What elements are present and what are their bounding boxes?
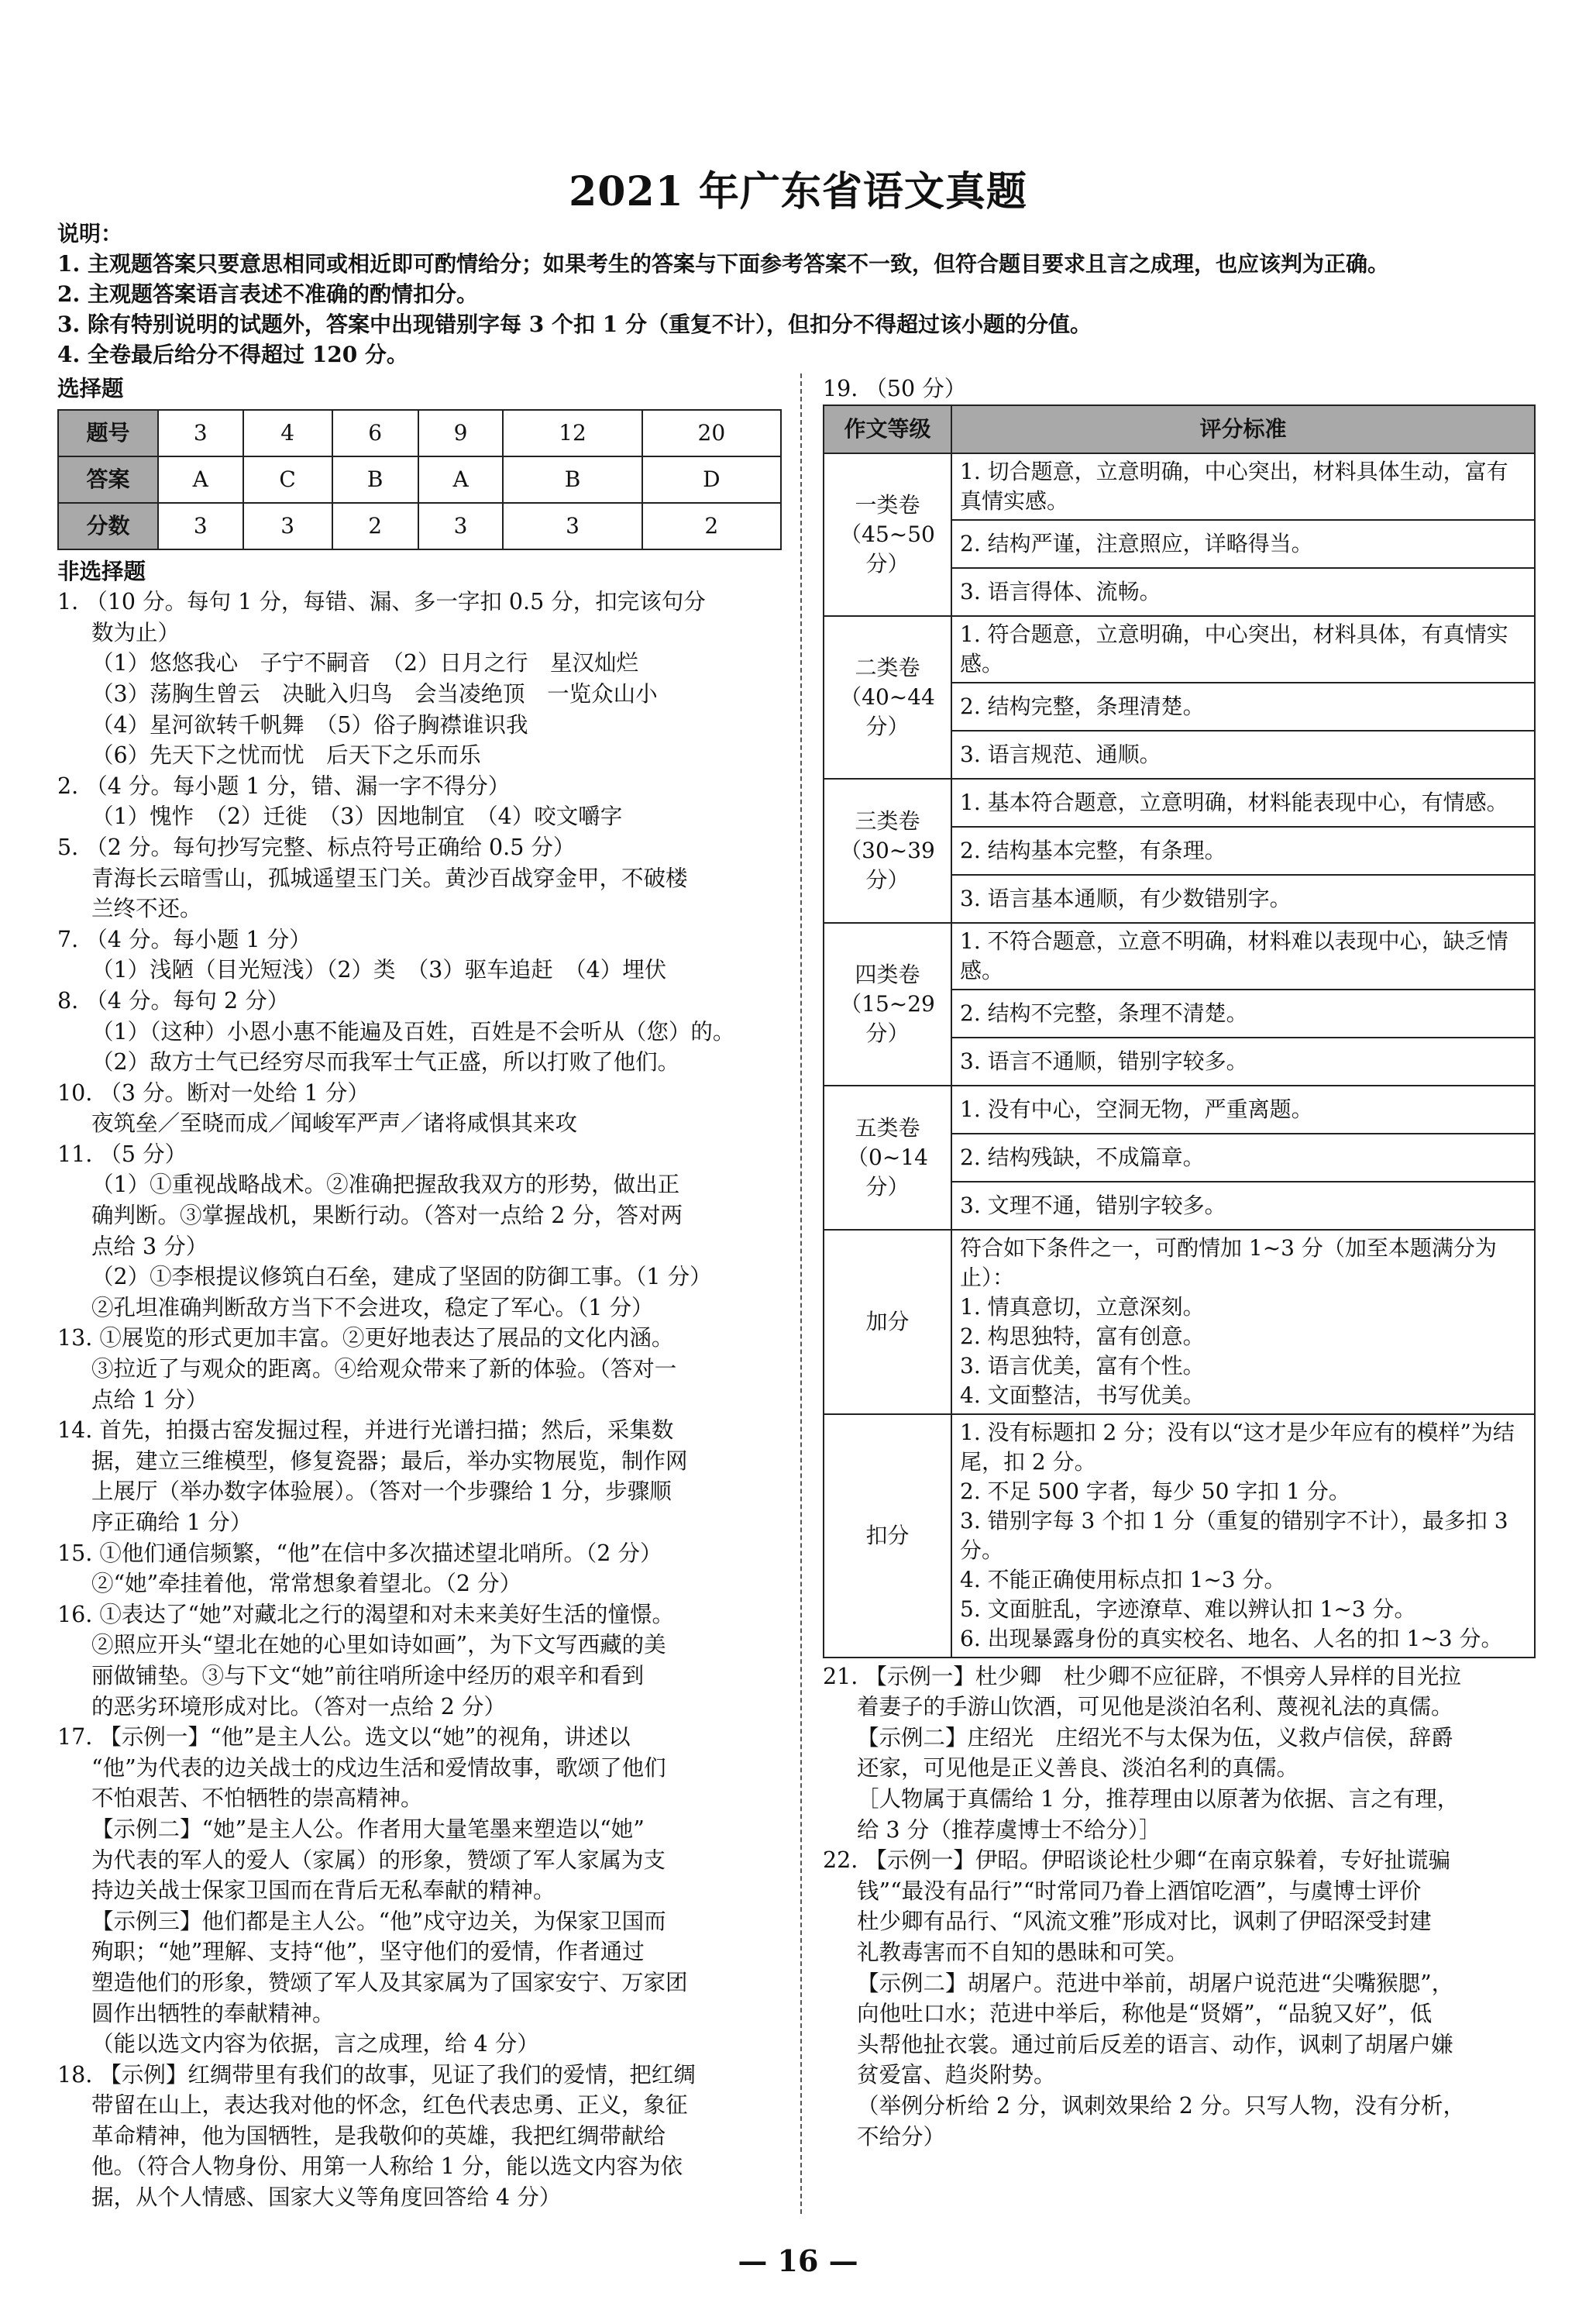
answer-line: 丽做铺垫。③与下文“她”前往哨所途中经历的艰辛和看到 bbox=[91, 1662, 645, 1689]
grade-name: 三类卷 bbox=[855, 807, 920, 834]
answer-line: 16. ①表达了“她”对藏北之行的渴望和对未来美好生活的憧憬。 bbox=[57, 1601, 675, 1627]
criteria-cell: 1. 基本符合题意，立意明确，材料能表现中心，有情感。 bbox=[951, 779, 1535, 827]
note-item: 2. 主观题答案语言表述不准确的酌情扣分。 bbox=[57, 281, 478, 307]
reading-answers bbox=[823, 1661, 1543, 2153]
notes-section bbox=[57, 219, 1553, 370]
answer-line: 1. （10 分。每句 1 分，每错、漏、多一字扣 0.5 分，扣完该句分 bbox=[57, 589, 706, 615]
grade-name: 五类卷 bbox=[855, 1114, 920, 1141]
right-column bbox=[823, 374, 1543, 2152]
table-cell: 6 bbox=[332, 410, 418, 456]
criteria-cell: 2. 结构完整，条理清楚。 bbox=[951, 683, 1535, 731]
answer-line: 夜筑垒／至晓而成／闻峻军严声／诸将咸惧其来攻 bbox=[91, 1110, 578, 1137]
grade-range: （30~39 分） bbox=[840, 837, 935, 893]
answer-line: ②“她”牵挂着他，常常想象着望北。（2 分） bbox=[91, 1571, 522, 1597]
criteria-cell: 3. 语言不通顺，错别字较多。 bbox=[951, 1038, 1535, 1086]
answer-line: 还家，可见他是正义善良、淡泊名利的真儒。 bbox=[857, 1755, 1299, 1781]
bonus-item: 1. 情真意切，立意深刻。 bbox=[960, 1293, 1205, 1320]
deduct-item: 3. 错别字每 3 个扣 1 分（重复的错别字不计），最多扣 3 分。 bbox=[960, 1507, 1508, 1563]
answer-line: 给 3 分（推荐虞博士不给分）］ bbox=[857, 1816, 1161, 1843]
answer-line: 礼教毒害而不自知的愚昧和可笑。 bbox=[857, 1939, 1188, 1965]
table-cell: 4 bbox=[243, 410, 332, 456]
criteria-cell: 2. 结构严谨，注意照应，详略得当。 bbox=[951, 520, 1535, 568]
criteria-cell: 2. 结构残缺，不成篇章。 bbox=[951, 1134, 1535, 1182]
answer-line: （1）①重视战略战术。②准确把握敌我双方的形势，做出正 bbox=[91, 1172, 680, 1198]
criteria-cell: 3. 语言基本通顺，有少数错别字。 bbox=[951, 875, 1535, 923]
criteria-cell: 3. 语言得体、流畅。 bbox=[951, 568, 1535, 616]
table-cell: 12 bbox=[503, 410, 641, 456]
criteria-cell: 1. 没有中心，空洞无物，严重离题。 bbox=[951, 1086, 1535, 1134]
answer-line: 【示例二】胡屠户。范进中举前，胡屠户说范进“尖嘴猴腮”， bbox=[857, 1970, 1454, 1996]
table-cell: B bbox=[503, 456, 641, 503]
table-row bbox=[824, 453, 1535, 520]
answer-line: 序正确给 1 分） bbox=[91, 1510, 253, 1535]
criteria-cell: 2. 结构基本完整，有条理。 bbox=[951, 827, 1535, 875]
criteria-cell: 1. 不符合题意，立意不明确，材料难以表现中心，缺乏情感。 bbox=[951, 923, 1535, 990]
answer-line: 不怕艰苦、不怕牺牲的崇高精神。 bbox=[91, 1785, 423, 1812]
table-cell: 2 bbox=[332, 503, 418, 549]
deduct-item: 6. 出现暴露身份的真实校名、地名、人名的扣 1~3 分。 bbox=[960, 1625, 1503, 1651]
grade-cell bbox=[824, 616, 951, 779]
answer-line: 贫爱富、趋炎附势。 bbox=[857, 2062, 1056, 2088]
answer-line: 2. （4 分。每小题 1 分，错、漏一字不得分） bbox=[57, 773, 511, 799]
answer-line: 18. 【示例】红绸带里有我们的故事，见证了我们的爱情，把红绸 bbox=[57, 2061, 696, 2088]
grade-cell bbox=[824, 779, 951, 923]
nonchoice-heading: 非选择题 bbox=[57, 557, 146, 584]
essay-grading-table bbox=[823, 404, 1536, 1658]
table-row bbox=[824, 1086, 1535, 1134]
choice-answer-table bbox=[57, 409, 782, 550]
answer-line: 着妻子的手游山饮酒，可见他是淡泊名利、蔑视礼法的真儒。 bbox=[857, 1694, 1453, 1720]
answer-line: 17. 【示例一】“他”是主人公。选文以“她”的视角，讲述以 bbox=[57, 1724, 631, 1750]
answer-line: （3）荡胸生曾云 决眦入归鸟 会当凌绝顶 一览众山小 bbox=[91, 680, 658, 707]
note-item: 3. 除有特别说明的试题外，答案中出现错别字每 3 个扣 1 分（重复不计），但扣分不得超过该小题的分值。 bbox=[57, 312, 1092, 337]
answer-line: 据，从个人情感、国家大义等角度回答给 4 分） bbox=[91, 2184, 562, 2211]
deduct-item: 5. 文面脏乱，字迹潦草、难以辨认扣 1~3 分。 bbox=[960, 1596, 1416, 1622]
answer-line: 据，建立三维模型，修复瓷器；最后，举办实物展览，制作网 bbox=[91, 1448, 688, 1474]
table-row bbox=[824, 1230, 1535, 1414]
answer-line: 革命精神，他为国牺牲，是我敬仰的英雄，我把红绸带献给 bbox=[91, 2122, 666, 2149]
answer-line: （2）①李根提议修筑白石垒，建成了坚固的防御工事。（1 分） bbox=[91, 1264, 712, 1290]
grade-name: 四类卷 bbox=[855, 961, 920, 987]
table-row bbox=[824, 923, 1535, 990]
answer-line: 为代表的军人的爱人（家属）的形象，赞颂了军人家属为支 bbox=[91, 1847, 666, 1873]
answer-line: 钱”“最没有品行”“时常同乃眷上酒馆吃酒”，与虞博士评价 bbox=[857, 1878, 1422, 1904]
table-cell: A bbox=[418, 456, 504, 503]
bonus-criteria bbox=[951, 1230, 1535, 1414]
answer-line: （能以选文内容为依据，言之成理，给 4 分） bbox=[91, 2031, 539, 2057]
table-cell: D bbox=[642, 456, 781, 503]
grade-cell bbox=[824, 1086, 951, 1230]
deduct-item: 4. 不能正确使用标点扣 1~3 分。 bbox=[960, 1566, 1286, 1592]
answer-line: 【示例三】他们都是主人公。“他”戍守边关，为保家卫国而 bbox=[91, 1908, 666, 1934]
criteria-cell: 3. 语言规范、通顺。 bbox=[951, 731, 1535, 779]
nonchoice-answers bbox=[57, 587, 782, 2212]
bonus-item: 3. 语言优美，富有个性。 bbox=[960, 1352, 1205, 1379]
bonus-intro: 符合如下条件之一，可酌情加 1~3 分（加至本题满分为止）： bbox=[960, 1234, 1497, 1290]
grade-name: 一类卷 bbox=[855, 491, 920, 518]
criteria-cell: 1. 符合题意，立意明确，中心突出，材料具体，有真情实感。 bbox=[951, 616, 1535, 683]
answer-line: 点给 3 分） bbox=[91, 1233, 208, 1259]
deduct-label: 扣分 bbox=[824, 1414, 951, 1658]
answer-line: 【示例二】庄绍光 庄绍光不与太保为伍，义救卢信侯，辞爵 bbox=[857, 1724, 1453, 1750]
deduct-item: 2. 不足 500 字者，每少 50 字扣 1 分。 bbox=[960, 1478, 1350, 1504]
table-row bbox=[824, 616, 1535, 683]
column-header: 作文等级 bbox=[824, 405, 951, 453]
table-row bbox=[58, 503, 781, 549]
answer-line: 确判断。③掌握战机，果断行动。（答对一点给 2 分，答对两 bbox=[91, 1203, 683, 1229]
table-cell: 3 bbox=[418, 503, 504, 549]
note-item: 1. 主观题答案只要意思相同或相近即可酌情给分；如果考生的答案与下面参考答案不一致，但符合题目要求且言之成理，也应该判为正确。 bbox=[57, 251, 1389, 277]
grade-name: 二类卷 bbox=[855, 654, 920, 680]
column-divider bbox=[800, 374, 802, 2214]
table-cell: 3 bbox=[158, 503, 243, 549]
answer-line: 带留在山上，表达我对他的怀念，红色代表忠勇、正义，象征 bbox=[91, 2092, 688, 2119]
table-row bbox=[824, 1414, 1535, 1658]
answer-line: 11. （5 分） bbox=[57, 1141, 187, 1167]
answer-line: ［人物属于真儒给 1 分，推荐理由以原著为依据、言之有理， bbox=[857, 1785, 1460, 1812]
table-cell: 9 bbox=[418, 410, 504, 456]
answer-line: 青海长云暗雪山，孤城遥望玉门关。黄沙百战穿金甲，不破楼 bbox=[91, 865, 688, 891]
table-cell: 3 bbox=[158, 410, 243, 456]
answer-line: 点给 1 分） bbox=[91, 1386, 208, 1413]
grade-range: （40~44 分） bbox=[840, 683, 935, 739]
grade-cell bbox=[824, 453, 951, 616]
answer-line: 【示例二】“她”是主人公。作者用大量笔墨来塑造以“她” bbox=[91, 1816, 645, 1842]
answer-line: （6）先天下之忧而忧 后天下之乐而乐 bbox=[91, 742, 481, 769]
answer-line: （1）悠悠我心 子宁不嗣音 （2）日月之行 星汉灿烂 bbox=[91, 650, 639, 676]
table-cell: 3 bbox=[243, 503, 332, 549]
left-column bbox=[57, 374, 782, 2213]
essay-heading: 19. （50 分） bbox=[823, 376, 967, 401]
table-cell: A bbox=[158, 456, 243, 503]
criteria-cell: 3. 文理不通，错别字较多。 bbox=[951, 1182, 1535, 1230]
answer-line: 头帮他扯衣裳。通过前后反差的语言、动作，讽刺了胡屠户嫌 bbox=[857, 2031, 1453, 2057]
answer-line: 兰终不还。 bbox=[91, 896, 202, 922]
note-item: 4. 全卷最后给分不得超过 120 分。 bbox=[57, 342, 408, 367]
table-cell: 2 bbox=[642, 503, 781, 549]
answer-line: 7. （4 分。每小题 1 分） bbox=[57, 926, 311, 952]
deduct-item: 1. 没有标题扣 2 分；没有以“这才是少年应有的模样”为结尾，扣 2 分。 bbox=[960, 1419, 1515, 1475]
row-label: 题号 bbox=[58, 410, 158, 456]
table-row bbox=[58, 410, 781, 456]
answer-line: 他。（符合人物身份、用第一人称给 1 分，能以选文内容为依 bbox=[91, 2153, 683, 2180]
bonus-item: 2. 构思独特，富有创意。 bbox=[960, 1323, 1205, 1349]
answer-line: （4）星河欲转千帆舞 （5）俗子胸襟谁识我 bbox=[91, 711, 528, 738]
answer-line: 10. （3 分。断对一处给 1 分） bbox=[57, 1079, 370, 1106]
answer-line: ②孔坦准确判断敌方当下不会进攻，稳定了军心。（1 分） bbox=[91, 1294, 654, 1320]
answer-line: 不给分） bbox=[857, 2123, 946, 2150]
answer-line: 21. 【示例一】杜少卿 杜少卿不应征辟，不惧旁人异样的目光拉 bbox=[823, 1663, 1461, 1689]
answer-line: 持边关战士保家卫国而在背后无私奉献的精神。 bbox=[91, 1878, 556, 1904]
table-header-row bbox=[824, 405, 1535, 453]
bonus-item: 4. 文面整洁，书写优美。 bbox=[960, 1382, 1205, 1408]
page-title: 2021 年广东省语文真题 bbox=[569, 168, 1027, 215]
row-label: 分数 bbox=[58, 503, 158, 549]
grade-range: （15~29 分） bbox=[840, 990, 935, 1046]
deduct-criteria bbox=[951, 1414, 1535, 1658]
page-number: — 16 — bbox=[738, 2243, 858, 2278]
table-cell: C bbox=[243, 456, 332, 503]
table-cell: 20 bbox=[642, 410, 781, 456]
answer-line: “他”为代表的边关战士的戍边生活和爱情故事，歌颂了他们 bbox=[91, 1754, 666, 1781]
answer-line: 15. ①他们通信频繁，“他”在信中多次描述望北哨所。（2 分） bbox=[57, 1540, 662, 1566]
answer-line: 5. （2 分。每句抄写完整、标点符号正确给 0.5 分） bbox=[57, 834, 576, 860]
criteria-cell: 2. 结构不完整，条理不清楚。 bbox=[951, 990, 1535, 1038]
answer-line: 22. 【示例一】伊昭。伊昭谈论杜少卿“在南京躲着，专好扯谎骗 bbox=[823, 1847, 1450, 1874]
choice-heading: 选择题 bbox=[57, 375, 124, 401]
table-cell: B bbox=[332, 456, 418, 503]
answer-line: （2）敌方士气已经穷尽而我军士气正盛，所以打败了他们。 bbox=[91, 1049, 680, 1076]
answer-line: 13. ①展览的形式更加丰富。②更好地表达了展品的文化内涵。 bbox=[57, 1325, 674, 1351]
grade-range: （0~14 分） bbox=[847, 1144, 928, 1200]
answer-line: 圆作出牺牲的奉献精神。 bbox=[91, 2000, 335, 2026]
bonus-label: 加分 bbox=[824, 1230, 951, 1414]
answer-line: 向他吐口水；范进中举后，称他是“贤婿”，“品貌又好”，低 bbox=[857, 2001, 1433, 2027]
answer-line: 杜少卿有品行、“风流文雅”形成对比，讽刺了伊昭深受封建 bbox=[857, 1909, 1432, 1935]
table-row bbox=[58, 456, 781, 503]
table-row bbox=[824, 779, 1535, 827]
answer-line: 数为止） bbox=[91, 619, 181, 645]
table-cell: 3 bbox=[503, 503, 641, 549]
answer-line: 的恶劣环境形成对比。（答对一点给 2 分） bbox=[91, 1693, 507, 1720]
criteria-cell: 1. 切合题意，立意明确，中心突出，材料具体生动，富有真情实感。 bbox=[951, 453, 1535, 520]
row-label: 答案 bbox=[58, 456, 158, 503]
answer-line: 上展厅（举办数字体验展）。（答对一个步骤给 1 分，步骤顺 bbox=[91, 1479, 672, 1505]
answer-line: 14. 首先，拍摄古窑发掘过程，并进行光谱扫描；然后，采集数 bbox=[57, 1417, 674, 1444]
answer-line: 殉职；“她”理解、支持“他”，坚守他们的爱情，作者通过 bbox=[91, 1939, 645, 1965]
answer-line: （举例分析给 2 分，讽刺效果给 2 分。只写人物，没有分析， bbox=[857, 2092, 1466, 2119]
answer-line: 塑造他们的形象，赞颂了军人及其家属为了国家安宁、万家团 bbox=[91, 1969, 688, 1995]
answer-line: ③拉近了与观众的距离。④给观众带来了新的体验。（答对一 bbox=[91, 1356, 677, 1382]
answer-line: （1）愧怍 （2）迁徙 （3）因地制宜 （4）咬文嚼字 bbox=[91, 804, 623, 830]
answer-line: 8. （4 分。每句 2 分） bbox=[57, 987, 290, 1014]
answer-line: （1）浅陋（目光短浅）（2）类 （3）驱车追赶 （4）埋伏 bbox=[91, 957, 667, 983]
column-header: 评分标准 bbox=[951, 405, 1535, 453]
grade-cell bbox=[824, 923, 951, 1086]
answer-line: ②照应开头“望北在她的心里如诗如画”，为下文写西藏的美 bbox=[91, 1632, 666, 1658]
answer-line: （1）（这种）小恩小惠不能遍及百姓，百姓是不会听从（您）的。 bbox=[91, 1018, 735, 1045]
grade-range: （45~50 分） bbox=[840, 521, 935, 577]
notes-heading: 说明： bbox=[57, 221, 123, 246]
